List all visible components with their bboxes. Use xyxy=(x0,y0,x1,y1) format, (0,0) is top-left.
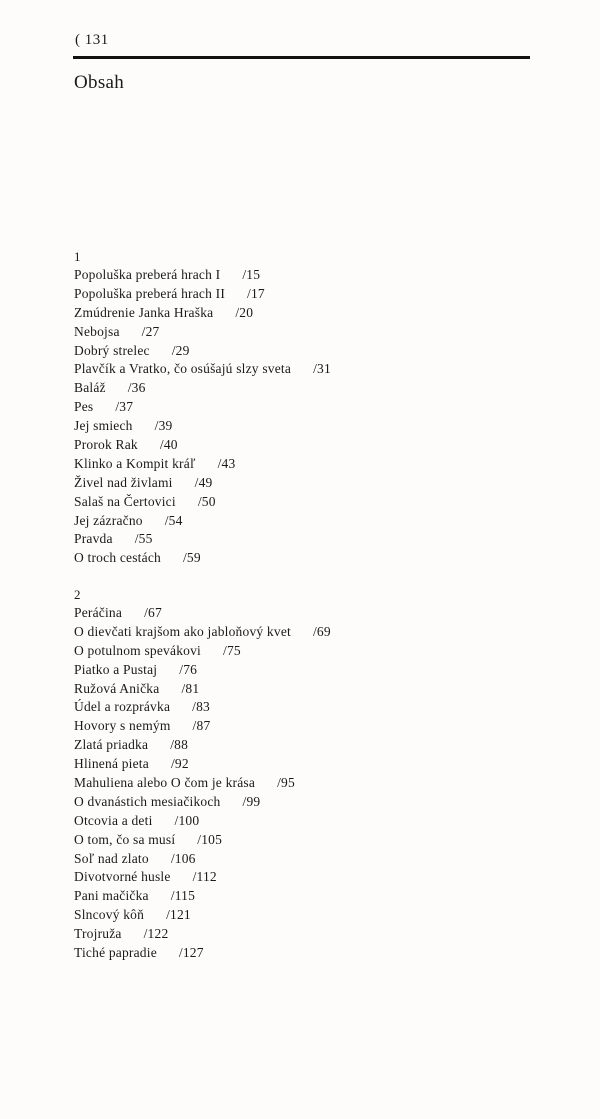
toc-entry xyxy=(74,549,331,568)
toc-entry-page: /92 xyxy=(170,756,189,772)
toc-entry-page: /105 xyxy=(197,831,223,847)
toc-entry-title: Soľ nad zlato xyxy=(74,850,149,866)
toc-entry-title: O dvanástich mesiačikoch xyxy=(74,793,221,809)
toc-entry-page: /127 xyxy=(178,945,204,961)
toc-entry-title: O troch cestách xyxy=(74,550,161,566)
toc-entry-page: /88 xyxy=(170,737,189,753)
toc-entry-title: Plavčík a Vratko, čo osúšajú slzy sveta xyxy=(74,361,292,377)
toc-entry-page: /67 xyxy=(144,605,162,620)
toc-entry xyxy=(74,812,331,831)
section-number: 2 xyxy=(74,587,81,602)
toc-entry xyxy=(74,831,331,850)
toc-entry xyxy=(74,285,331,304)
toc-entry-page: /50 xyxy=(197,493,216,509)
toc-entry xyxy=(74,906,331,925)
toc-entry-page: /87 xyxy=(192,718,211,734)
toc-entry-list xyxy=(74,266,331,568)
toc-entry-page: /83 xyxy=(192,699,211,715)
toc-entry-title: Zlatá priadka xyxy=(74,737,149,753)
toc-entry-page: /54 xyxy=(164,512,183,528)
toc-entry-title: Popoluška preberá hrach II xyxy=(74,285,226,301)
toc-entry-title: Baláž xyxy=(74,380,106,396)
toc-entry-title: O potulnom spevákovi xyxy=(74,642,201,658)
toc-entry xyxy=(74,698,331,717)
toc-entry-title: Nebojsa xyxy=(74,323,120,339)
toc-entry xyxy=(74,925,331,944)
toc-entry-title: Divotvorné husle xyxy=(74,869,171,885)
toc-entry-page: /121 xyxy=(166,907,191,923)
toc-entry-page: /81 xyxy=(181,680,200,696)
toc-entry xyxy=(74,680,331,699)
toc-entry-page: /95 xyxy=(277,775,295,791)
toc-entry xyxy=(74,455,331,474)
toc-entry-title: Hlinená pieta xyxy=(74,756,149,772)
page-number: ( 131 xyxy=(75,32,109,48)
toc-entry-page: /20 xyxy=(235,304,254,320)
toc-entry xyxy=(74,417,331,436)
toc-entry xyxy=(74,944,331,963)
toc-entry xyxy=(74,755,331,774)
toc-entry-page: /36 xyxy=(127,380,146,396)
toc-entry-page: /59 xyxy=(182,550,201,566)
toc-entry-title: Hovory s nemým xyxy=(74,718,171,734)
toc-entry xyxy=(74,360,331,379)
toc-entry-title: Salaš na Čertovici xyxy=(74,493,176,509)
toc-entry-page: /43 xyxy=(217,455,236,471)
toc-entry xyxy=(74,868,331,887)
toc-entry-title: O tom, čo sa musí xyxy=(74,831,176,847)
toc-entry-title: Pani mačička xyxy=(74,888,149,904)
toc-entry-page: /112 xyxy=(192,869,217,885)
toc-entry-page: /27 xyxy=(141,323,160,339)
toc-entry xyxy=(74,736,331,755)
toc-entry-page: /99 xyxy=(242,793,261,809)
toc-entry xyxy=(74,323,331,342)
section-number: 1 xyxy=(74,249,81,264)
toc-entry-page: /100 xyxy=(174,812,200,828)
toc-section-2 xyxy=(74,585,331,963)
toc-entry-title: Trojruža xyxy=(74,926,122,942)
toc-entry-page: /49 xyxy=(194,474,213,490)
toc-entry-page: /55 xyxy=(134,531,153,547)
toc-entry-title: Piatko a Pustaj xyxy=(74,661,158,677)
toc-entry-title: Údel a rozprávka xyxy=(74,699,171,715)
toc-entry-page: /115 xyxy=(170,888,196,904)
toc-entry xyxy=(74,887,331,906)
toc-section-1 xyxy=(74,247,331,568)
toc-entry xyxy=(74,304,331,323)
toc-entry-title: Zmúdrenie Janka Hraška xyxy=(74,304,214,320)
toc-entry-page: /37 xyxy=(115,399,134,415)
toc-entry-page: /106 xyxy=(170,850,196,866)
toc-entry-page: /76 xyxy=(179,661,198,677)
toc-entry xyxy=(74,661,331,680)
toc-entry-title: Slncový kôň xyxy=(74,907,145,923)
toc-entry xyxy=(74,530,331,549)
toc-entry-title: Klinko a Kompit kráľ xyxy=(74,455,196,471)
toc-entry-title: Pes xyxy=(74,399,94,415)
toc-entry-page: /69 xyxy=(312,623,331,639)
toc-entry xyxy=(74,342,331,361)
toc-entry-title: Otcovia a deti xyxy=(74,812,153,828)
toc-entry-title: Jej zázračno xyxy=(74,512,143,528)
page-title: Obsah xyxy=(74,72,125,93)
toc-entry-title: Peráčina xyxy=(74,605,123,620)
toc-entry xyxy=(74,604,331,623)
toc-entry-title: Ružová Anička xyxy=(74,680,160,696)
toc-entry xyxy=(74,642,331,661)
toc-entry xyxy=(74,623,331,642)
toc-entry-page: /29 xyxy=(171,342,190,358)
toc-entry xyxy=(74,266,331,285)
toc-entry-page: /39 xyxy=(154,418,173,434)
toc-entry-page: /15 xyxy=(242,267,261,282)
toc-entry-page: /75 xyxy=(223,642,241,658)
toc-entry-title: O dievčati krajšom ako jabloňový kvet xyxy=(74,623,291,639)
toc-entry xyxy=(74,436,331,455)
toc-entry xyxy=(74,793,331,812)
toc-entry-title: Prorok Rak xyxy=(74,437,138,453)
toc-entry-title: Tiché papradie xyxy=(74,945,157,961)
toc-entry-title: Jej smiech xyxy=(74,418,133,434)
toc-entry xyxy=(74,774,331,793)
toc-entry xyxy=(74,512,331,531)
toc-entry-page: /31 xyxy=(313,361,331,377)
toc-entry xyxy=(74,717,331,736)
toc-entry-list xyxy=(74,604,331,963)
toc-entry xyxy=(74,493,331,512)
toc-entry-title: Živel nad živlami xyxy=(74,474,173,490)
toc-entry-page: /40 xyxy=(159,437,178,453)
toc-entry-page: /17 xyxy=(247,285,265,301)
toc-entry xyxy=(74,398,331,417)
header-rule xyxy=(73,56,530,59)
toc-entry-title: Popoluška preberá hrach I xyxy=(74,267,221,282)
toc-entry xyxy=(74,474,331,493)
toc-entry-title: Dobrý strelec xyxy=(74,342,150,358)
toc-entry xyxy=(74,850,331,869)
toc-entry-title: Mahuliena alebo O čom je krása xyxy=(74,775,256,791)
toc-entry-page: /122 xyxy=(143,926,169,942)
toc-entry xyxy=(74,379,331,398)
toc-entry-title: Pravda xyxy=(74,531,113,547)
